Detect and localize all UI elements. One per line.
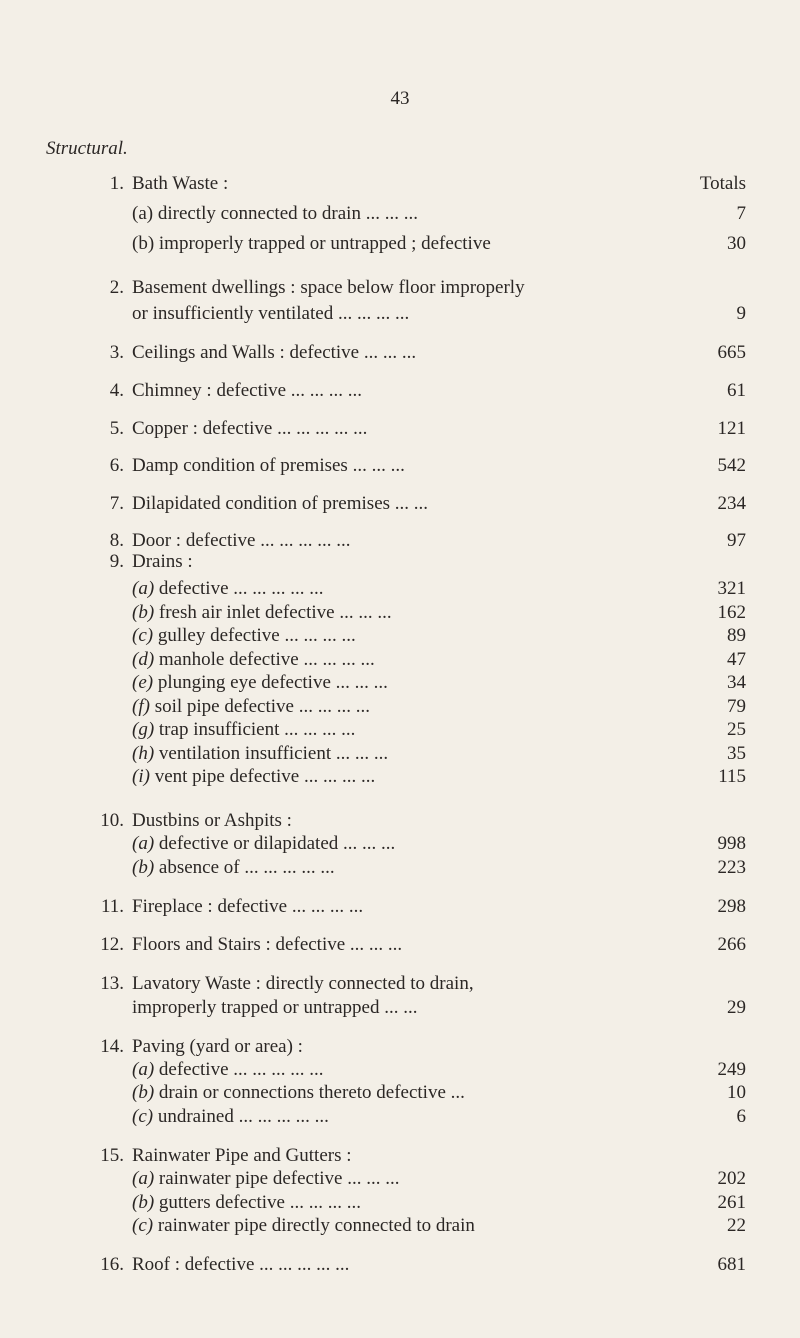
- item-total: 249: [717, 1059, 746, 1080]
- item-number: 9.: [109, 551, 124, 572]
- table-row: [0, 200, 800, 228]
- item-total: 89: [727, 625, 746, 646]
- table-row: [0, 300, 800, 328]
- item-description: [132, 893, 363, 921]
- item-description: [132, 230, 491, 258]
- table-row: [0, 1212, 800, 1240]
- item-number: 11.: [100, 896, 124, 917]
- item-text: Fireplace : defective ... ... ... ...: [132, 896, 364, 917]
- item-letter: (a): [132, 1168, 155, 1189]
- table-row: [0, 548, 800, 576]
- item-total: 115: [718, 766, 746, 787]
- table-row: [0, 994, 800, 1022]
- table-row: [0, 170, 800, 198]
- item-letter: (i): [132, 766, 150, 787]
- item-total: 266: [717, 934, 746, 955]
- item-text: Copper : defective ... ... ... ... ...: [132, 418, 368, 439]
- item-text: Drains :: [132, 551, 193, 572]
- item-number: 13.: [100, 973, 124, 994]
- item-total: 121: [717, 418, 746, 439]
- item-text: Floors and Stairs : defective ... ... ...: [132, 934, 403, 955]
- item-description: [132, 1212, 475, 1240]
- item-total: 6: [736, 1106, 746, 1127]
- item-total: 665: [717, 342, 746, 363]
- item-letter: (a): [132, 833, 155, 854]
- item-total: 79: [727, 696, 746, 717]
- item-total: 542: [717, 455, 746, 476]
- totals-header: Totals: [699, 173, 746, 194]
- item-letter: (c): [132, 1215, 154, 1236]
- item-total: 223: [717, 857, 746, 878]
- item-letter: (b): [132, 1082, 155, 1103]
- item-text: Rainwater Pipe and Gutters :: [132, 1145, 352, 1166]
- item-text: Lavatory Waste : directly connected to drain,: [132, 973, 474, 994]
- item-description: [132, 415, 367, 443]
- table-row: [0, 854, 800, 882]
- section-title: Structural.: [46, 138, 128, 159]
- item-total: 47: [727, 649, 746, 670]
- item-text: Bath Waste :: [132, 173, 229, 194]
- item-text: drain or connections thereto defective ...: [158, 1082, 465, 1103]
- item-description: [132, 931, 402, 959]
- item-number: 15.: [100, 1145, 124, 1166]
- item-text: Paving (yard or area) :: [132, 1036, 303, 1057]
- item-text: ventilation insufficient ... ... ...: [158, 743, 389, 764]
- item-description: [132, 1103, 329, 1131]
- item-text: undrained ... ... ... ... ...: [157, 1106, 329, 1127]
- item-text: (b) improperly trapped or untrapped ; defective: [132, 233, 491, 254]
- item-total: 7: [736, 203, 746, 224]
- item-description: [132, 763, 375, 791]
- item-letter: (a): [132, 578, 155, 599]
- item-number: 16.: [100, 1254, 124, 1275]
- item-letter: (c): [132, 625, 154, 646]
- item-letter: (f): [132, 696, 150, 717]
- item-total: 30: [727, 233, 746, 254]
- item-letter: (d): [132, 649, 155, 670]
- item-text: soil pipe defective ... ... ... ...: [154, 696, 370, 717]
- item-number: 7.: [109, 493, 124, 514]
- item-letter: (h): [132, 743, 155, 764]
- table-row: [0, 893, 800, 921]
- item-text: vent pipe defective ... ... ... ...: [154, 766, 376, 787]
- item-description: [132, 490, 428, 518]
- item-total: 34: [727, 672, 746, 693]
- item-total: 9: [736, 303, 746, 324]
- item-text: Dilapidated condition of premises ... ...: [132, 493, 429, 514]
- item-text: absence of ... ... ... ... ...: [158, 857, 335, 878]
- item-total: 321: [717, 578, 746, 599]
- item-text: defective ... ... ... ... ...: [158, 578, 324, 599]
- item-text: Door : defective ... ... ... ... ...: [132, 530, 351, 551]
- item-text: rainwater pipe defective ... ... ...: [158, 1168, 400, 1189]
- item-text: Roof : defective ... ... ... ... ...: [132, 1254, 350, 1275]
- item-text: improperly trapped or untrapped ... ...: [132, 997, 418, 1018]
- page-number: 43: [390, 88, 410, 109]
- item-number: 12.: [100, 934, 124, 955]
- item-total: 162: [717, 602, 746, 623]
- item-letter: (c): [132, 1106, 154, 1127]
- item-text: or insufficiently ventilated ... ... ... ...: [132, 303, 410, 324]
- item-total: 681: [717, 1254, 746, 1275]
- table-row: [0, 763, 800, 791]
- item-description: [132, 854, 335, 882]
- table-row: [0, 931, 800, 959]
- item-text: (a) directly connected to drain ... ... ...: [132, 203, 418, 224]
- table-row: [0, 490, 800, 518]
- item-text: defective or dilapidated ... ... ...: [158, 833, 396, 854]
- item-text: Damp condition of premises ... ... ...: [132, 455, 405, 476]
- item-text: manhole defective ... ... ... ...: [158, 649, 375, 670]
- item-total: 35: [727, 743, 746, 764]
- item-description: [132, 300, 409, 328]
- item-description: [132, 170, 228, 198]
- table-row: [0, 1103, 800, 1131]
- table-row: [0, 377, 800, 405]
- item-description: [132, 274, 525, 302]
- item-total: 22: [727, 1215, 746, 1236]
- item-text: Ceilings and Walls : defective ... ... ...: [132, 342, 417, 363]
- item-text: defective ... ... ... ... ...: [158, 1059, 324, 1080]
- item-text: rainwater pipe directly connected to drain: [157, 1215, 475, 1236]
- item-text: gulley defective ... ... ... ...: [157, 625, 356, 646]
- item-text: Basement dwellings : space below floor improperly: [132, 277, 525, 298]
- item-description: [132, 1251, 349, 1279]
- item-number: 3.: [109, 342, 124, 363]
- item-text: plunging eye defective ... ... ...: [157, 672, 388, 693]
- item-total: 61: [727, 380, 746, 401]
- item-total: 29: [727, 997, 746, 1018]
- item-total: 25: [727, 719, 746, 740]
- item-letter: (b): [132, 1192, 155, 1213]
- item-letter: (e): [132, 672, 154, 693]
- table-row: [0, 452, 800, 480]
- item-letter: (b): [132, 602, 155, 623]
- item-number: 4.: [109, 380, 124, 401]
- item-number: 10.: [100, 810, 124, 831]
- item-total: 202: [717, 1168, 746, 1189]
- item-description: [132, 452, 405, 480]
- item-number: 2.: [109, 277, 124, 298]
- item-total: 97: [727, 530, 746, 551]
- item-description: [132, 377, 362, 405]
- item-letter: (b): [132, 857, 155, 878]
- item-total: 261: [717, 1192, 746, 1213]
- item-text: Chimney : defective ... ... ... ...: [132, 380, 363, 401]
- item-letter: (g): [132, 719, 155, 740]
- item-number: 6.: [109, 455, 124, 476]
- table-row: [0, 415, 800, 443]
- item-text: fresh air inlet defective ... ... ...: [158, 602, 392, 623]
- item-description: [132, 339, 416, 367]
- item-number: 14.: [100, 1036, 124, 1057]
- item-description: [132, 994, 417, 1022]
- item-number: 1.: [109, 173, 124, 194]
- table-row: [0, 230, 800, 258]
- table-row: [0, 1251, 800, 1279]
- item-number: 5.: [109, 418, 124, 439]
- item-text: Dustbins or Ashpits :: [132, 810, 292, 831]
- item-letter: (a): [132, 1059, 155, 1080]
- item-number: 8.: [109, 530, 124, 551]
- item-total: 10: [727, 1082, 746, 1103]
- item-description: [132, 548, 193, 576]
- item-total: 998: [717, 833, 746, 854]
- table-row: [0, 339, 800, 367]
- item-total: 298: [717, 896, 746, 917]
- item-text: gutters defective ... ... ... ...: [158, 1192, 361, 1213]
- item-description: [132, 200, 418, 228]
- table-row: [0, 274, 800, 302]
- item-total: 234: [717, 493, 746, 514]
- item-text: trap insufficient ... ... ... ...: [158, 719, 356, 740]
